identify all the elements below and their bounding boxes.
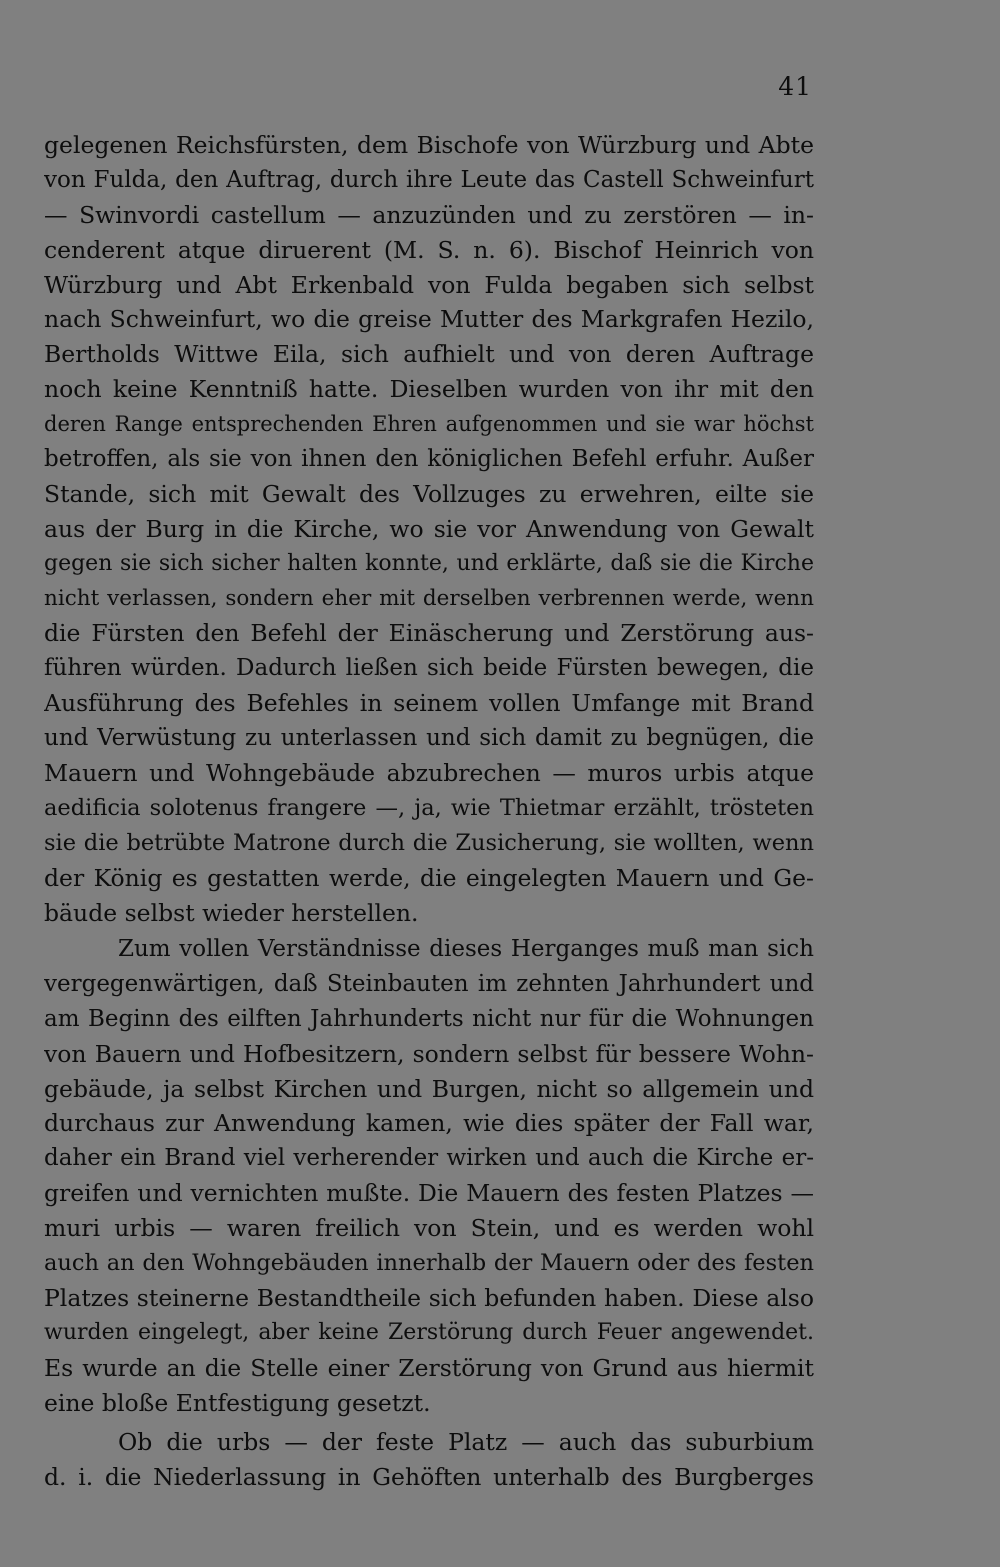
text-line: Ob die urbs — der feste Platz — auch das suburbium — [118, 1428, 814, 1456]
text-line: sie die betrübte Matrone durch die Zusicherung, sie wollten, wenn — [44, 829, 814, 856]
text-line: nach Schweinfurt, wo die greise Mutter des Markgrafen Hezilo, — [44, 305, 814, 334]
text-line: gegen sie sich sicher halten konnte, und erklärte, daß sie die Kirche — [44, 550, 814, 576]
text-line: aedificia solotenus frangere —, ja, wie Thietmar erzählt, trösteten — [44, 794, 814, 821]
text-line: cenderent atque diruerent (M. S. n. 6). Bischof Heinrich von — [44, 235, 814, 264]
text-line: Würzburg und Abt Erkenbald von Fulda begaben sich selbst — [44, 270, 814, 299]
paragraph-1 — [44, 128, 814, 930]
text-line: vergegenwärtigen, daß Steinbauten im zehnten Jahrhundert und — [44, 970, 814, 997]
text-line: eine bloße Entfestigung gesetzt. — [44, 1388, 431, 1417]
text-line: d. i. die Niederlassung in Gehöften unterhalb des Burgberges — [44, 1462, 814, 1491]
text-line: gelegenen Reichsfürsten, dem Bischofe von Würzburg und Abte — [44, 131, 814, 159]
text-line: nicht verlassen, sondern eher mit derselben verbrennen werde, wenn — [44, 585, 814, 611]
text-line: wurden eingelegt, aber keine Zerstörung durch Feuer angewendet. — [44, 1319, 814, 1345]
text-line: aus der Burg in die Kirche, wo sie vor Anwendung von Gewalt — [44, 514, 814, 543]
text-line: deren Range entsprechenden Ehren aufgenommen und sie war höchst — [44, 412, 814, 437]
text-line: — Swinvordi castellum — anzuzünden und zu zerstören — in- — [44, 200, 814, 229]
text-line: der König es gestatten werde, die eingelegten Mauern und Ge- — [44, 863, 814, 892]
text-line: Zum vollen Verständnisse dieses Herganges muß man sich — [118, 936, 814, 962]
text-line: bäude selbst wieder herstellen. — [44, 898, 419, 927]
text-line: durchaus zur Anwendung kamen, wie dies später der Fall war, — [44, 1109, 814, 1138]
page-number: 41 — [778, 72, 812, 101]
text-line: Stande, sich mit Gewalt des Vollzuges zu erwehren, eilte sie — [44, 479, 814, 508]
paragraph-2 — [44, 932, 814, 1420]
text-line: greifen und vernichten mußte. Die Mauern des festen Platzes — — [44, 1179, 814, 1208]
text-line: Ausführung des Befehles in seinem vollen Umfange mit Brand — [44, 689, 814, 718]
text-line: noch keine Kenntniß hatte. Dieselben wurden von ihr mit den — [44, 375, 814, 404]
paragraph-3 — [44, 1425, 814, 1495]
text-line: betroffen, als sie von ihnen den königlichen Befehl erfuhr. Außer — [44, 446, 814, 473]
text-line: Es wurde an die Stelle einer Zerstörung von Grund aus hiermit — [44, 1353, 814, 1382]
text-line: Mauern und Wohngebäude abzubrechen — muros urbis atque — [44, 759, 814, 788]
text-line: von Fulda, den Auftrag, durch ihre Leute das Castell Schweinfurt — [44, 166, 814, 193]
text-line: muri urbis — waren freilich von Stein, und es werden wohl — [44, 1214, 814, 1243]
text-line: daher ein Brand viel verherender wirken und auch die Kirche er- — [44, 1145, 814, 1172]
text-line: und Verwüstung zu unterlassen und sich damit zu begnügen, die — [44, 725, 814, 752]
text-line: gebäude, ja selbst Kirchen und Burgen, nicht so allgemein und — [44, 1074, 814, 1103]
text-line: von Bauern und Hofbesitzern, sondern selbst für bessere Wohn- — [44, 1039, 814, 1068]
text-line: führen würden. Dadurch ließen sich beide Fürsten bewegen, die — [44, 655, 814, 682]
text-line: die Fürsten den Befehl der Einäscherung und Zerstörung aus- — [44, 619, 814, 648]
text-line: Bertholds Wittwe Eila, sich aufhielt und von deren Auftrage — [44, 340, 814, 369]
text-line: auch an den Wohngebäuden innerhalb der Mauern oder des festen — [44, 1250, 814, 1277]
text-line: am Beginn des eilften Jahrhunderts nicht nur für die Wohnungen — [44, 1005, 814, 1032]
text-line: Platzes steinerne Bestandtheile sich befunden haben. Diese also — [44, 1283, 814, 1312]
